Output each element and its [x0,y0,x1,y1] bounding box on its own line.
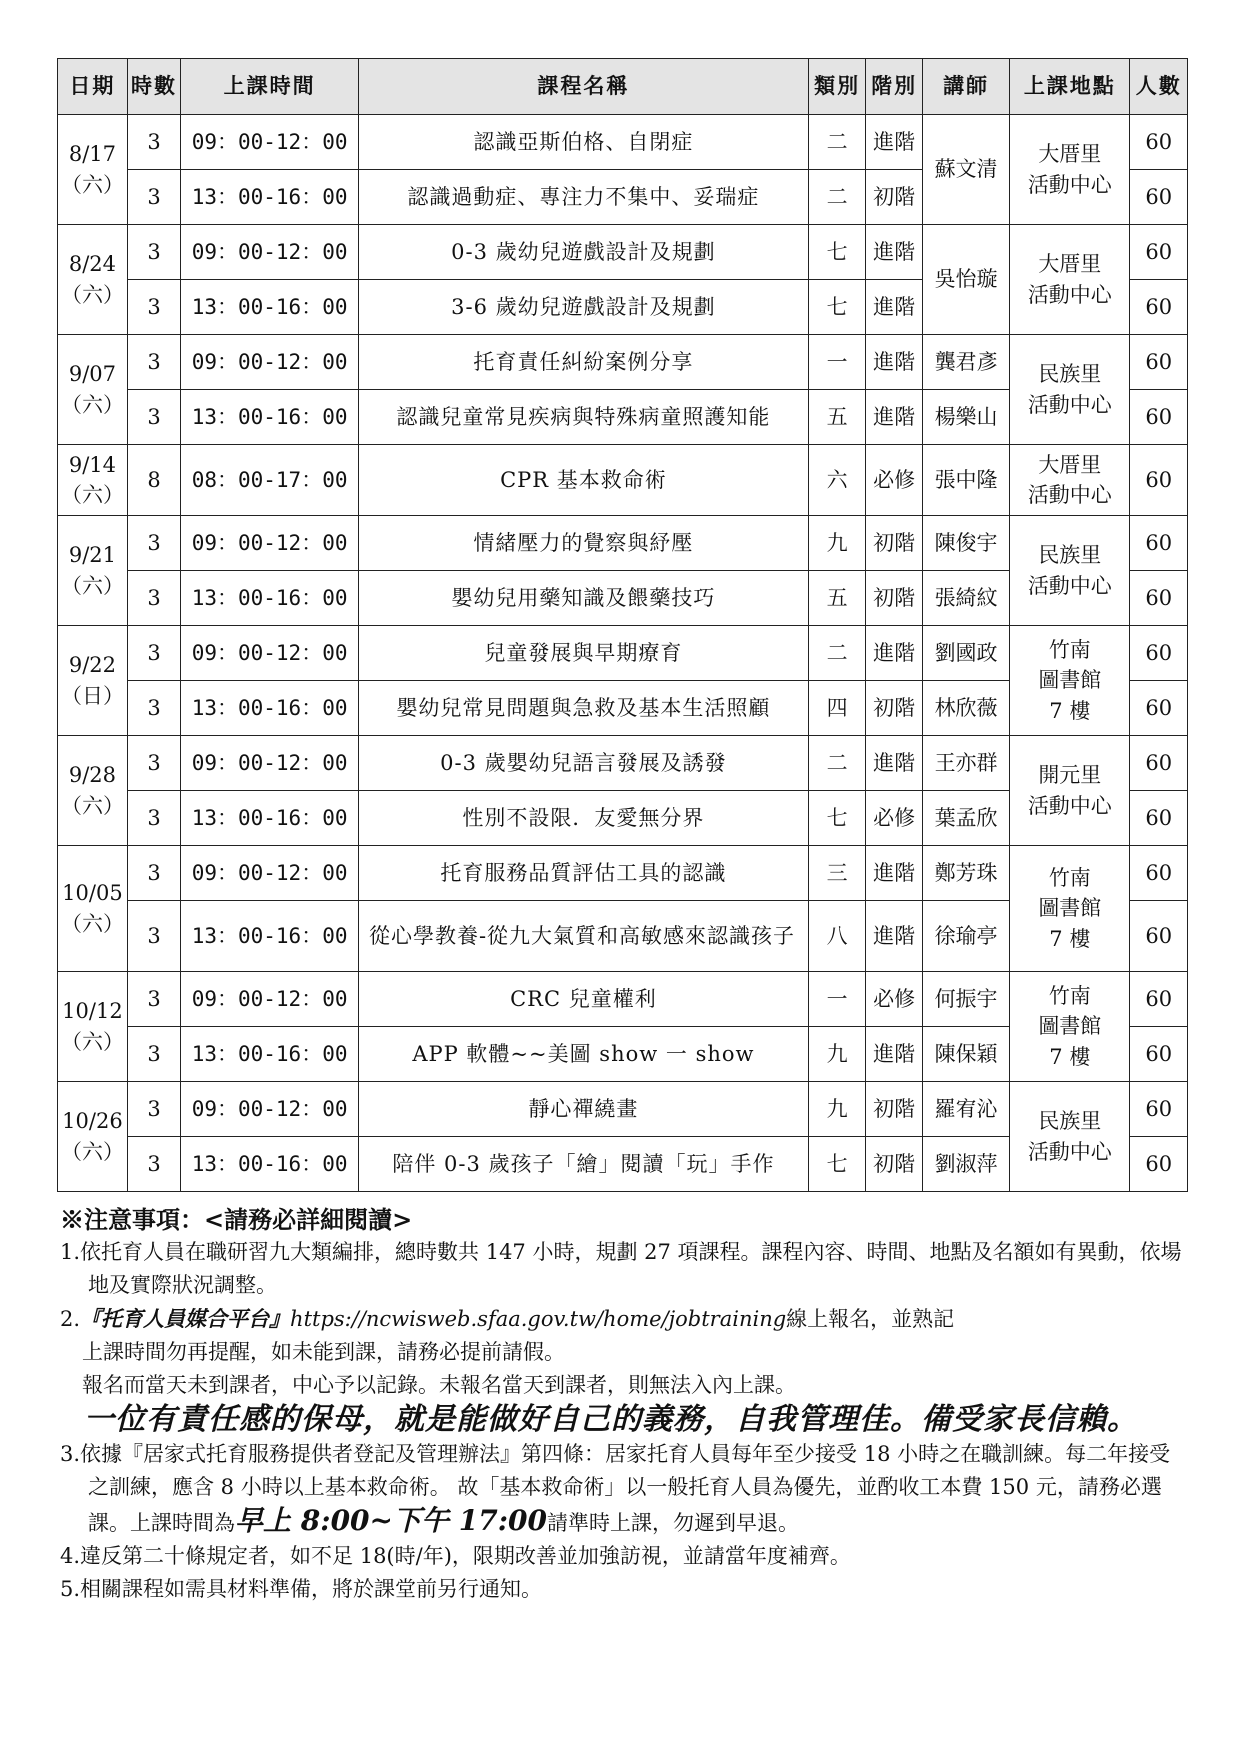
course-cell: 0-3 歲幼兒遊戲設計及規劃 [358,225,808,280]
table-row [58,846,1188,901]
header-level: 階別 [866,59,923,115]
category-cell: 六 [808,445,866,516]
count-cell: 60 [1130,681,1188,736]
table-row [58,225,1188,280]
date-cell: 9/28 （六） [58,736,128,846]
course-cell: 靜心禪繞畫 [358,1082,808,1137]
category-cell: 二 [808,736,866,791]
table-row [58,516,1188,571]
level-cell: 進階 [866,280,923,335]
hours-cell: 3 [127,390,180,445]
teacher-cell: 鄭芳珠 [922,846,1009,901]
level-cell: 進階 [866,846,923,901]
level-cell: 進階 [866,1027,923,1082]
level-cell: 進階 [866,901,923,972]
hours-cell: 3 [127,225,180,280]
hours-cell: 3 [127,1082,180,1137]
hours-cell: 3 [127,972,180,1027]
count-cell: 60 [1130,280,1188,335]
hours-cell: 3 [127,791,180,846]
date-cell: 10/05 （六） [58,846,128,972]
note-2-line-2: 上課時間勿再提醒，如未能到課，請務必提前請假。 [82,1340,565,1364]
count-cell: 60 [1130,736,1188,791]
level-cell: 初階 [866,681,923,736]
category-cell: 七 [808,280,866,335]
header-teacher: 講師 [922,59,1009,115]
time-cell: 13：00-16：00 [181,681,359,736]
header-category: 類別 [808,59,866,115]
hours-cell: 3 [127,1137,180,1192]
header-count: 人數 [1130,59,1188,115]
count-cell: 60 [1130,516,1188,571]
hours-cell: 3 [127,170,180,225]
note-item-1: 1.依托育人員在職研習九大類編排，總時數共 147 小時，規劃 27 項課程。課程內容、時間、地點及名額如有異動，依場地及實際狀況調整。 [60,1240,1182,1297]
category-cell: 九 [808,516,866,571]
course-cell: CRC 兒童權利 [358,972,808,1027]
level-cell: 初階 [866,571,923,626]
time-cell: 09：00-12：00 [181,972,359,1027]
time-cell: 09：00-12：00 [181,115,359,170]
count-cell: 60 [1130,846,1188,901]
header-hours: 時數 [127,59,180,115]
time-cell: 09：00-12：00 [181,225,359,280]
table-row [58,972,1188,1027]
table-row [58,736,1188,791]
category-cell: 五 [808,571,866,626]
teacher-cell: 王亦群 [922,736,1009,791]
level-cell: 進階 [866,390,923,445]
level-cell: 進階 [866,225,923,280]
hours-cell: 3 [127,736,180,791]
location-cell: 大厝里 活動中心 [1010,445,1130,516]
time-cell: 09：00-12：00 [181,516,359,571]
date-cell: 9/07 （六） [58,335,128,445]
time-cell: 09：00-12：00 [181,1082,359,1137]
teacher-cell: 劉國政 [922,626,1009,681]
date-cell: 8/17 （六） [58,115,128,225]
count-cell: 60 [1130,901,1188,972]
header-course: 課程名稱 [358,59,808,115]
note-item-2 [60,1302,1190,1336]
teacher-cell: 何振宇 [922,972,1009,1027]
course-cell: CPR 基本救命術 [358,445,808,516]
time-cell: 13：00-16：00 [181,280,359,335]
category-cell: 七 [808,791,866,846]
category-cell: 三 [808,846,866,901]
course-cell: 托育責任糾紛案例分享 [358,335,808,390]
level-cell: 進階 [866,115,923,170]
level-cell: 必修 [866,972,923,1027]
count-cell: 60 [1130,791,1188,846]
course-cell: 嬰幼兒用藥知識及餵藥技巧 [358,571,808,626]
category-cell: 八 [808,901,866,972]
location-cell: 大厝里 活動中心 [1010,225,1130,335]
category-cell: 二 [808,170,866,225]
note-3-main: 3.依據『居家式托育服務提供者登記及管理辦法』第四條：居家托育人員每年至少接受 18 小時之在職訓練。每二年接受之訓練，應含 8 小時以上基本救命術。 故「基本救命術」以一般托育人員為優先，並酌收工本費 150 元，請務必選課。上課時間為 [60,1442,1171,1535]
count-cell: 60 [1130,335,1188,390]
count-cell: 60 [1130,445,1188,516]
time-cell: 09：00-12：00 [181,736,359,791]
teacher-cell: 劉淑萍 [922,1137,1009,1192]
platform-name: 『托育人員媒合平台』 [80,1306,291,1331]
hours-cell: 3 [127,681,180,736]
time-cell: 13：00-16：00 [181,1137,359,1192]
course-cell: 托育服務品質評估工具的認識 [358,846,808,901]
level-cell: 初階 [866,516,923,571]
time-cell: 13：00-16：00 [181,170,359,225]
teacher-cell: 吳怡璇 [922,225,1009,335]
teacher-cell: 張中隆 [922,445,1009,516]
category-cell: 七 [808,1137,866,1192]
teacher-cell: 龔君彥 [922,335,1009,390]
time-cell: 09：00-12：00 [181,335,359,390]
count-cell: 60 [1130,972,1188,1027]
category-cell: 九 [808,1027,866,1082]
time-cell: 13：00-16：00 [181,791,359,846]
location-cell: 民族里 活動中心 [1010,516,1130,626]
location-cell: 開元里 活動中心 [1010,736,1130,846]
time-cell: 09：00-12：00 [181,626,359,681]
note-item-3 [60,1438,1190,1540]
table-row [58,115,1188,170]
hours-cell: 3 [127,335,180,390]
teacher-cell: 陳俊宇 [922,516,1009,571]
note-2-number: 2. [60,1307,81,1331]
date-cell: 9/14 （六） [58,445,128,516]
time-cell: 09：00-12：00 [181,846,359,901]
header-location: 上課地點 [1010,59,1130,115]
table-row [58,626,1188,681]
location-cell: 大厝里 活動中心 [1010,115,1130,225]
course-cell: 性別不設限．友愛無分界 [358,791,808,846]
level-cell: 初階 [866,1082,923,1137]
teacher-cell: 葉孟欣 [922,791,1009,846]
course-cell: 認識過動症、專注力不集中、妥瑞症 [358,170,808,225]
note-3-end: 請準時上課，勿遲到早退。 [547,1511,800,1535]
count-cell: 60 [1130,1027,1188,1082]
hours-cell: 3 [127,626,180,681]
teacher-cell: 蘇文清 [922,115,1009,225]
level-cell: 進階 [866,335,923,390]
course-cell: APP 軟體~~美圖 show 一 show [358,1027,808,1082]
category-cell: 一 [808,972,866,1027]
level-cell: 必修 [866,445,923,516]
course-cell: 從心學教養-從九大氣質和高敏感來認識孩子 [358,901,808,972]
course-cell: 認識亞斯伯格、自閉症 [358,115,808,170]
notes-section [60,1203,1190,1606]
count-cell: 60 [1130,626,1188,681]
course-cell: 陪伴 0-3 歲孩子「繪」閱讀「玩」手作 [358,1137,808,1192]
category-cell: 七 [808,225,866,280]
hours-cell: 3 [127,115,180,170]
category-cell: 五 [808,390,866,445]
course-schedule-table [57,58,1188,1192]
teacher-cell: 張綺紋 [922,571,1009,626]
header-date: 日期 [58,59,128,115]
category-cell: 四 [808,681,866,736]
hours-cell: 3 [127,846,180,901]
teacher-cell: 羅宥沁 [922,1082,1009,1137]
teacher-cell: 楊樂山 [922,390,1009,445]
course-cell: 0-3 歲嬰幼兒語言發展及誘發 [358,736,808,791]
table-row [58,335,1188,390]
course-cell: 認識兒童常見疾病與特殊病童照護知能 [358,390,808,445]
count-cell: 60 [1130,170,1188,225]
date-cell: 8/24 （六） [58,225,128,335]
note-item-5: 5.相關課程如需具材料準備，將於課堂前另行通知。 [60,1577,543,1601]
hours-cell: 3 [127,901,180,972]
hours-cell: 8 [127,445,180,516]
count-cell: 60 [1130,390,1188,445]
count-cell: 60 [1130,1137,1188,1192]
date-cell: 9/21 （六） [58,516,128,626]
time-cell: 13：00-16：00 [181,1027,359,1082]
count-cell: 60 [1130,1082,1188,1137]
count-cell: 60 [1130,571,1188,626]
slogan: 一位有責任感的保母，就是能做好自己的義務，自我管理佳。備受家長信賴。 [84,1402,1138,1437]
level-cell: 初階 [866,170,923,225]
hours-cell: 3 [127,571,180,626]
count-cell: 60 [1130,225,1188,280]
hours-cell: 3 [127,280,180,335]
table-header-row [58,59,1188,115]
teacher-cell: 林欣薇 [922,681,1009,736]
level-cell: 進階 [866,736,923,791]
category-cell: 九 [808,1082,866,1137]
course-cell: 情緒壓力的覺察與紓壓 [358,516,808,571]
time-cell: 13：00-16：00 [181,901,359,972]
table-row [58,445,1188,516]
location-cell: 民族里 活動中心 [1010,335,1130,445]
hours-cell: 3 [127,516,180,571]
class-time-highlight: 早上 8:00~下午 17:00 [235,1504,548,1537]
category-cell: 二 [808,115,866,170]
location-cell: 竹南 圖書館 7 樓 [1010,846,1130,972]
header-time: 上課時間 [181,59,359,115]
category-cell: 二 [808,626,866,681]
course-cell: 3-6 歲幼兒遊戲設計及規劃 [358,280,808,335]
teacher-cell: 徐瑜亭 [922,901,1009,972]
time-cell: 13：00-16：00 [181,571,359,626]
table-row [58,1082,1188,1137]
note-item-4: 4.違反第二十條規定者，如不足 18(時/年)，限期改善並加強訪視，並請當年度補齊。 [60,1544,851,1568]
note-2-suffix: 線上報名，並熟記 [786,1307,955,1331]
location-cell: 民族里 活動中心 [1010,1082,1130,1192]
time-cell: 13：00-16：00 [181,390,359,445]
location-cell: 竹南 圖書館 7 樓 [1010,626,1130,736]
level-cell: 初階 [866,1137,923,1192]
note-2-line-3: 報名而當天未到課者，中心予以記錄。未報名當天到課者，則無法入內上課。 [82,1373,796,1397]
time-cell: 08：00-17：00 [181,445,359,516]
date-cell: 9/22 （日） [58,626,128,736]
notes-title: ※注意事項：<請務必詳細閱讀> [60,1205,413,1234]
course-cell: 兒童發展與早期療育 [358,626,808,681]
teacher-cell: 陳保穎 [922,1027,1009,1082]
location-cell: 竹南 圖書館 7 樓 [1010,972,1130,1082]
level-cell: 進階 [866,626,923,681]
category-cell: 一 [808,335,866,390]
date-cell: 10/26 （六） [58,1082,128,1192]
hours-cell: 3 [127,1027,180,1082]
course-cell: 嬰幼兒常見問題與急救及基本生活照顧 [358,681,808,736]
level-cell: 必修 [866,791,923,846]
registration-url: https://ncwisweb.sfaa.gov.tw/home/jobtraining [290,1307,787,1331]
count-cell: 60 [1130,115,1188,170]
date-cell: 10/12 （六） [58,972,128,1082]
